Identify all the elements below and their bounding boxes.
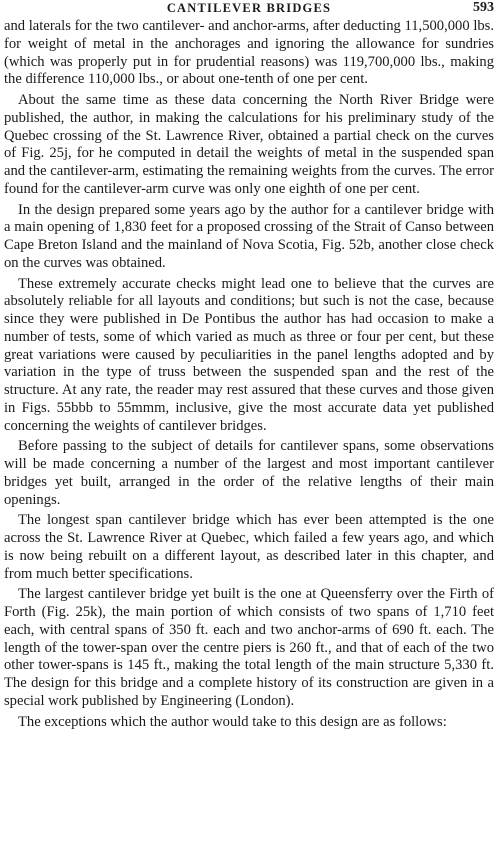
paragraph-1: and laterals for the two cantilever- and anchor-arms, after deducting 11,500,000 lbs. for weight of metal in the anchorages and ignoring the allowance for sundries (which was properly put in for prudential reasons) was 119,700,000 lbs., making the difference 110,000 lbs., or about one-tenth of one per cent. — [4, 18, 494, 88]
body-text — [4, 18, 494, 731]
paragraph-2: About the same time as these data concerning the North River Bridge were published, the author, in making the calculations for his preliminary study of the Quebec crossing of the St. Lawrence River, obtained a partial check on the curves of Fig. 25j, for he computed in detail the weights of metal in the suspended span and the cantilever-arm, estimating the remaining weights from the curves. The error found for the cantilever-arm curve was only one eighth of one per cent. — [4, 92, 494, 197]
paragraph-3: In the design prepared some years ago by the author for a cantilever bridge with a main opening of 1,830 feet for a proposed crossing of the Strait of Canso between Cape Breton Island and the mainland of Nova Scotia, Fig. 52b, another close check on the curves was obtained. — [4, 201, 494, 271]
page-number: 593 — [473, 0, 494, 15]
running-title: CANTILEVER BRIDGES — [166, 1, 332, 15]
paragraph-6: The longest span cantilever bridge which has ever been attempted is the one across the St. Lawrence River at Quebec, which failed a few years ago, and which is now being rebuilt on a different layout, as described later in this chapter, and from much better specifications. — [4, 512, 494, 582]
paragraph-7: The largest cantilever bridge yet built is the one at Queensferry over the Firth of Forth (Fig. 25k), the main portion of which consists of two spans of 1,710 feet each, with central spans of 350 ft. each and two anchor-arms of 690 ft. each. The length of the tower-span over the centre piers is 260 ft., and that of each of the two other tower-spans is 145 ft., making the total length of the main structure 5,330 ft. The design for this bridge and a complete history of its construction are given in a special work published by Engineering (London). — [4, 586, 494, 709]
paragraph-8: The exceptions which the author would take to this design are as follows: — [18, 713, 447, 730]
page-header — [4, 0, 494, 18]
paragraph-4: These extremely accurate checks might lead one to believe that the curves are absolutely reliable for all layouts and conditions; but such is not the case, because since they were published in De Pontibus the author has had occasion to make a number of tests, some of which varied as much as three or four per cent, but these great variations were caused by peculiarities in the panel lengths adopted and by variation in the type of truss between the suspended span and the rest of the structure. At any rate, the reader may rest assured that these curves and those given in Figs. 55bbb to 55mmm, inclusive, give the most accurate data yet published concerning the weights of cantilever bridges. — [4, 275, 494, 434]
paragraph-5: Before passing to the subject of details for cantilever spans, some observations will be made concerning a number of the largest and most important cantilever bridges yet built, arranged in the order of the relative lengths of their main openings. — [4, 438, 494, 508]
